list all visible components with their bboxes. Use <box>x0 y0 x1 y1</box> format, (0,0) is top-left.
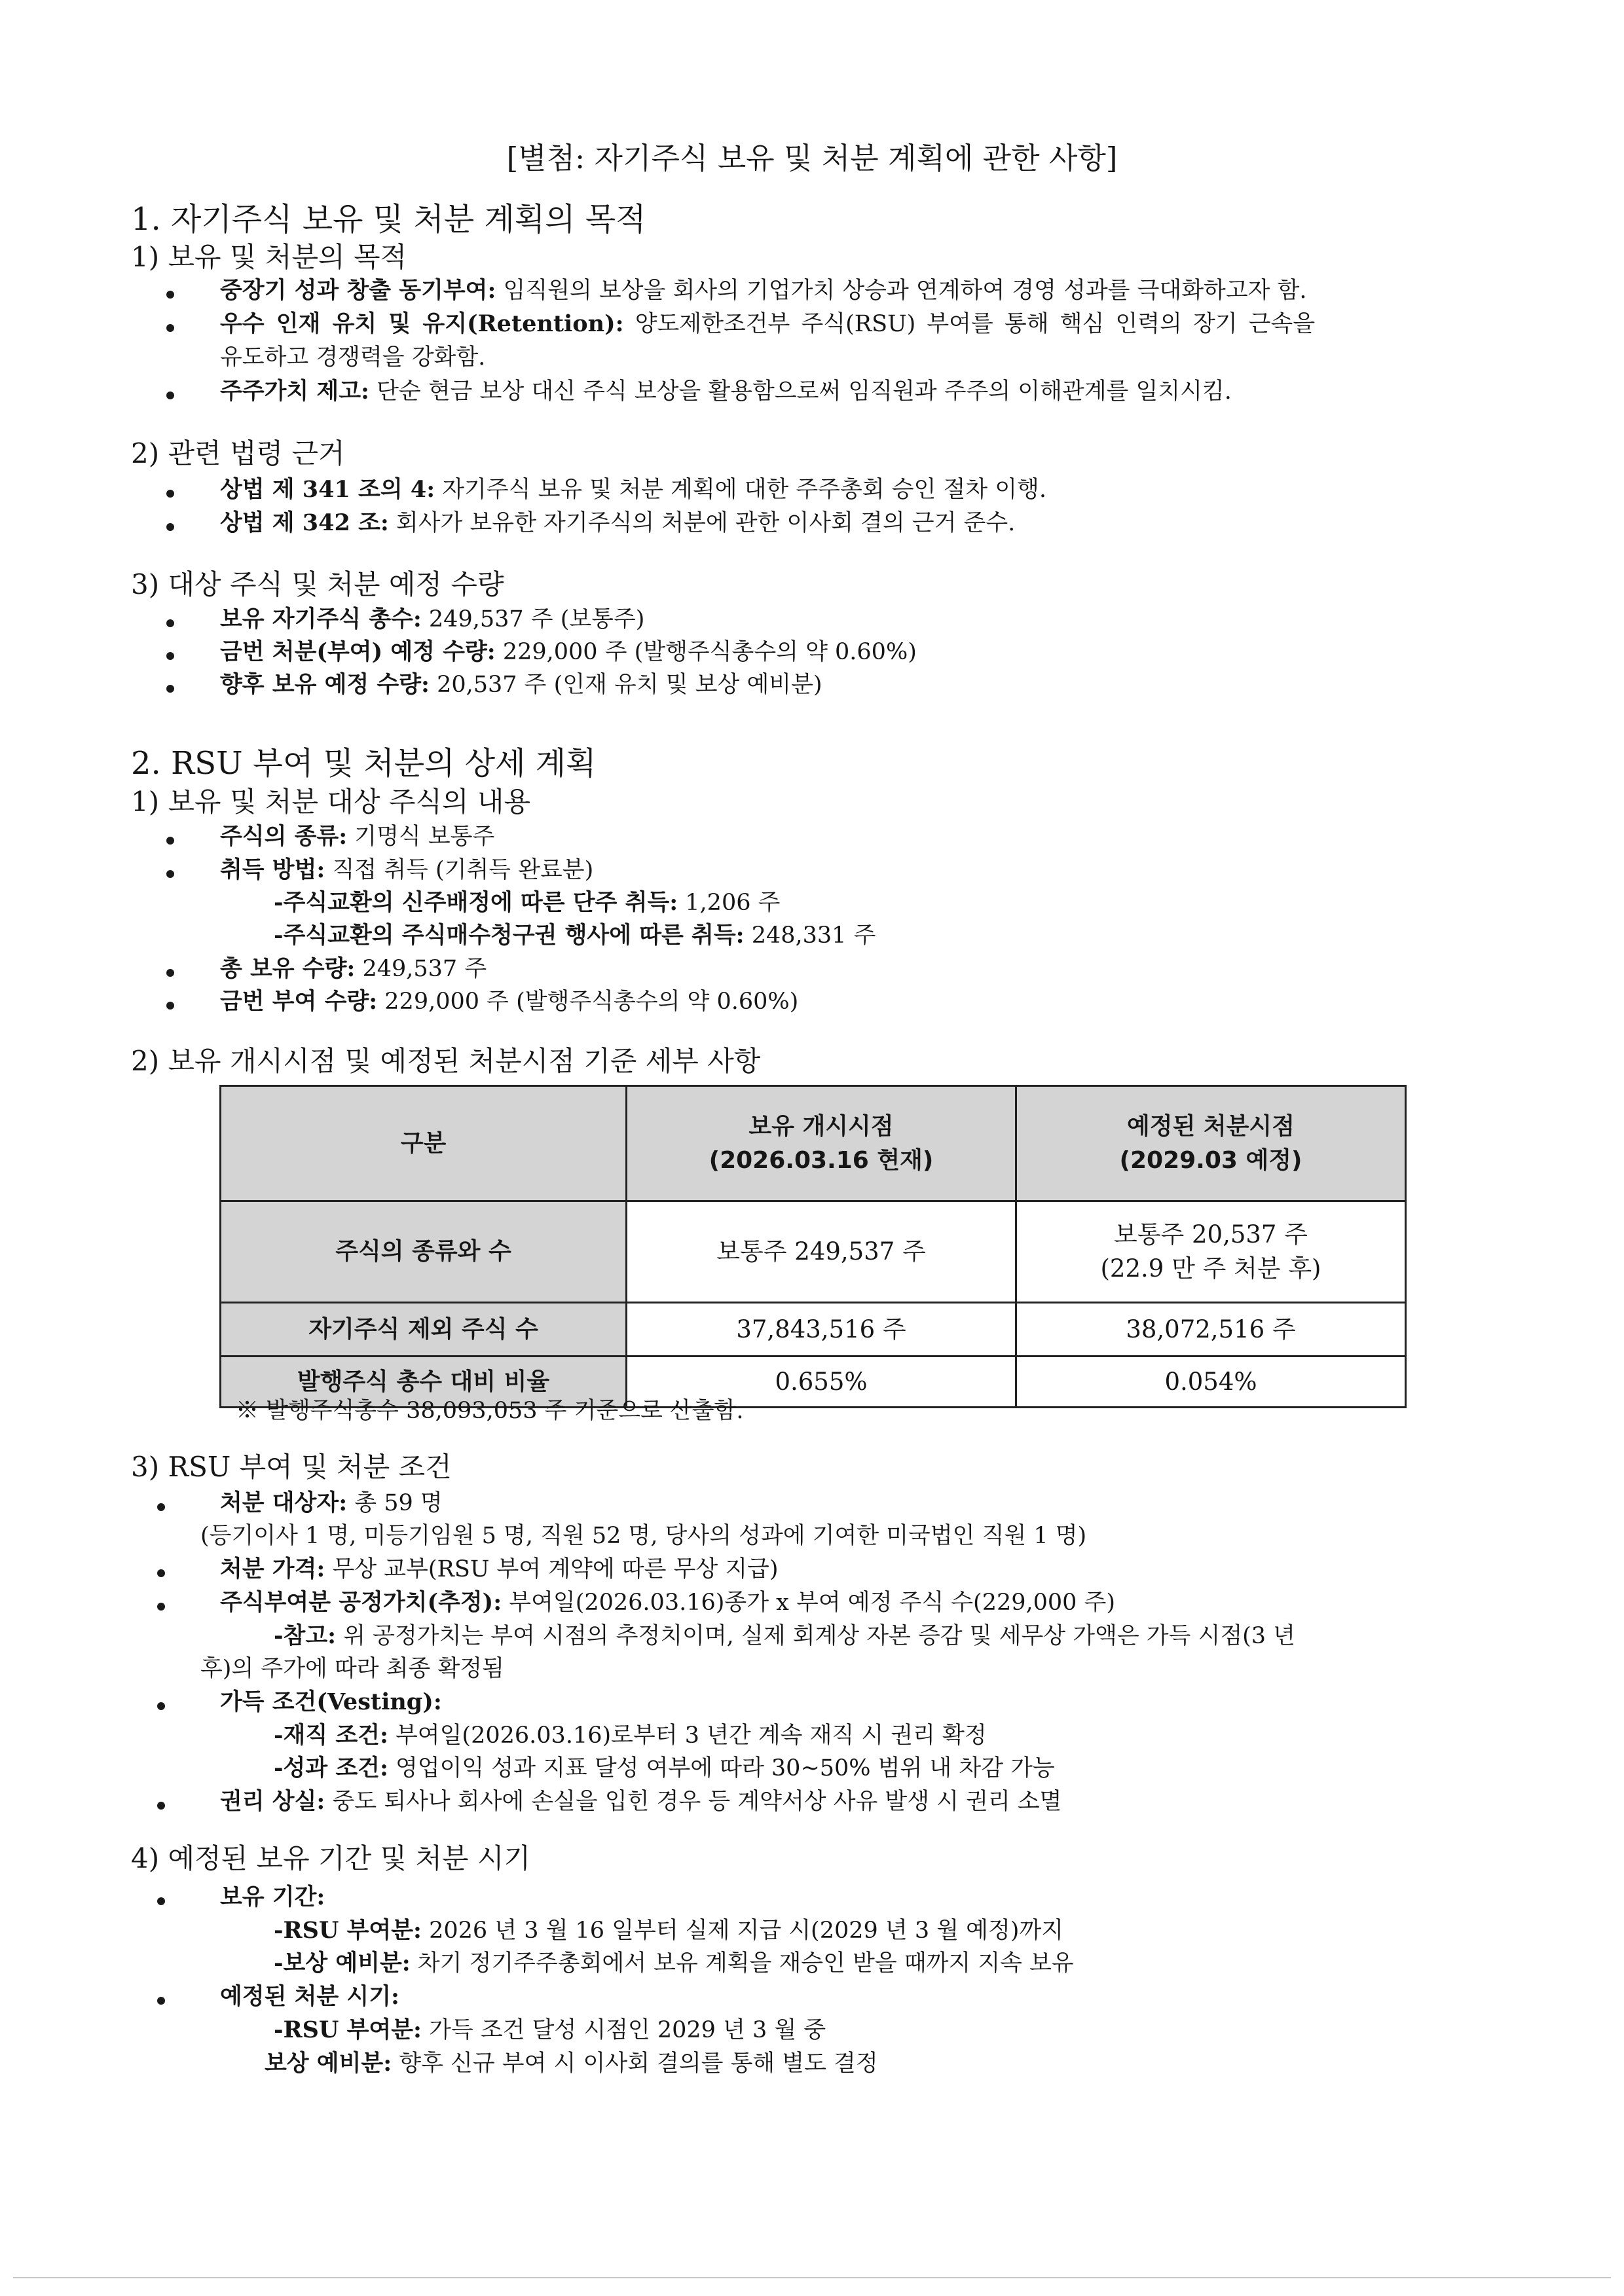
bullet-item: 처분 대상자: 총 59 명 <box>220 1489 443 1516</box>
table-header-cell: 예정된 처분시점 (2029.03 예정) <box>1016 1086 1406 1201</box>
bullet-dot <box>157 1503 165 1511</box>
section-2-3-heading: 3) RSU 부여 및 처분 조건 <box>131 1451 452 1483</box>
bullet-item: 금번 처분(부여) 예정 수량: 229,000 주 (발행주식총수의 약 0.60%) <box>220 638 917 665</box>
table-row-label: 자기주식 제외 주식 수 <box>221 1303 627 1357</box>
table-row <box>221 1201 1406 1303</box>
bullet-dot <box>157 1997 165 2005</box>
sub-item: -성과 조건: 영업이익 성과 지표 달성 여부에 따라 30~50% 범위 내 차감 가능 <box>274 1755 1055 1781</box>
document-title: [별첨: 자기주식 보유 및 처분 계획에 관한 사항] <box>506 141 1118 175</box>
bullet-dot <box>157 1802 165 1810</box>
bullet-item: 처분 가격: 무상 교부(RSU 부여 계약에 따른 무상 지급) <box>220 1556 779 1582</box>
sub-item: 보상 예비분: 향후 신규 부여 시 이사회 결의를 통해 별도 결정 <box>265 2050 878 2077</box>
sub-item: -RSU 부여분: 가득 조건 달성 시점인 2029 년 3 월 중 <box>274 2016 826 2043</box>
sub-item-continuation: 후)의 주가에 따라 최종 확정됨 <box>200 1656 504 1682</box>
bullet-dot <box>166 837 174 845</box>
bullet-dot <box>157 1569 165 1577</box>
bullet-item-continuation: 유도하고 경쟁력을 강화함. <box>220 344 486 371</box>
bullet-item: 상법 제 342 조: 회사가 보유한 자기주식의 처분에 관한 이사회 결의 근거 준수. <box>220 509 1016 536</box>
bullet-item: 예정된 처분 시기: <box>220 1983 399 2010</box>
section-2-4-heading: 4) 예정된 보유 기간 및 처분 시기 <box>131 1842 531 1874</box>
bullet-item: 가득 조건(Vesting): <box>220 1688 442 1715</box>
bullet-dot <box>166 1002 174 1010</box>
section-2-2-heading: 2) 보유 개시시점 및 예정된 처분시점 기준 세부 사항 <box>131 1045 761 1077</box>
bullet-dot <box>166 490 174 498</box>
bullet-item: 취득 방법: 직접 취득 (기취득 완료분) <box>220 856 594 883</box>
bullet-dot <box>166 392 174 399</box>
table-row-label: 주식의 종류와 수 <box>221 1201 627 1303</box>
table-header-cell: 보유 개시시점 (2026.03.16 현재) <box>627 1086 1016 1201</box>
bullet-item: 주식의 종류: 기명식 보통주 <box>220 823 495 850</box>
bullet-item: 주주가치 제고: 단순 현금 보상 대신 주식 보상을 활용함으로써 임직원과 주주의 이해관계를 일치시킴. <box>220 378 1232 405</box>
table-header-cell: 구분 <box>221 1086 627 1201</box>
table-cell: 38,072,516 주 <box>1016 1303 1406 1357</box>
bullet-item: 향후 보유 예정 수량: 20,537 주 (인재 유치 및 보상 예비분) <box>220 671 822 698</box>
bullet-dot <box>157 1603 165 1611</box>
sub-item: -재직 조건: 부여일(2026.03.16)로부터 3 년간 계속 재직 시 권리 확정 <box>274 1722 987 1749</box>
section-2-1-heading: 1) 보유 및 처분 대상 주식의 내용 <box>131 786 531 818</box>
bullet-item: 총 보유 수량: 249,537 주 <box>220 955 487 982</box>
sub-item: -보상 예비분: 차기 정기주주총회에서 보유 계획을 재승인 받을 때까지 지속 보유 <box>274 1950 1074 1977</box>
bullet-dot <box>166 619 174 627</box>
bullet-dot <box>166 291 174 299</box>
scan-edge-line <box>13 2277 1611 2278</box>
section-1-2-heading: 2) 관련 법령 근거 <box>131 437 345 469</box>
bullet-item: 보유 자기주식 총수: 249,537 주 (보통주) <box>220 606 645 632</box>
table-header-row <box>221 1086 1406 1201</box>
section-1-heading: 1. 자기주식 보유 및 처분 계획의 목적 <box>131 201 646 238</box>
sub-item: -주식교환의 신주배정에 따른 단주 취득: 1,206 주 <box>274 889 781 916</box>
sub-item: -RSU 부여분: 2026 년 3 월 16 일부터 실제 지급 시(2029 년 3 월 예정)까지 <box>274 1917 1064 1944</box>
table-row <box>221 1303 1406 1357</box>
table-cell: 0.655% <box>627 1357 1016 1408</box>
table-cell: 0.054% <box>1016 1357 1406 1408</box>
bullet-item: 우수 인재 유치 및 유지(Retention): 양도제한조건부 주식(RSU) 부여를 통해 핵심 인력의 장기 근속을 <box>220 310 1316 337</box>
sub-item: -주식교환의 주식매수청구권 행사에 따른 취득: 248,331 주 <box>274 922 876 949</box>
bullet-item: 금번 부여 수량: 229,000 주 (발행주식총수의 약 0.60%) <box>220 988 799 1015</box>
bullet-item: 보유 기간: <box>220 1884 325 1910</box>
table-cell: 37,843,516 주 <box>627 1303 1016 1357</box>
bullet-item: 권리 상실: 중도 퇴사나 회사에 손실을 입힌 경우 등 계약서상 사유 발생 시 권리 소멸 <box>220 1788 1062 1815</box>
share-holding-table <box>219 1085 1407 1408</box>
section-1-3-heading: 3) 대상 주식 및 처분 예정 수량 <box>131 568 504 600</box>
bullet-dot <box>157 1702 165 1710</box>
bullet-dot <box>166 969 174 977</box>
sub-item: -참고: 위 공정가치는 부여 시점의 추정치이며, 실제 회계상 자본 증감 및 세무상 가액은 가득 시점(3 년 <box>274 1622 1295 1649</box>
table-footnote: ※ 발행주식총수 38,093,053 주 기준으로 산출함. <box>236 1398 744 1424</box>
bullet-dot <box>166 523 174 531</box>
section-1-1-heading: 1) 보유 및 처분의 목적 <box>131 241 407 273</box>
bullet-dot <box>166 870 174 878</box>
bullet-item-detail: (등기이사 1 명, 미등기임원 5 명, 직원 52 명, 당사의 성과에 기여한 미국법인 직원 1 명) <box>200 1523 1087 1549</box>
bullet-dot <box>166 652 174 660</box>
bullet-dot <box>166 685 174 693</box>
table-row-label: 발행주식 총수 대비 비율 <box>221 1357 627 1408</box>
bullet-item: 중장기 성과 창출 동기부여: 임직원의 보상을 회사의 기업가치 상승과 연계하여 경영 성과를 극대화하고자 함. <box>220 277 1307 304</box>
bullet-item: 주식부여분 공정가치(추정): 부여일(2026.03.16)종가 x 부여 예정 주식 수(229,000 주) <box>220 1589 1116 1616</box>
table-cell: 보통주 20,537 주 (22.9 만 주 처분 후) <box>1016 1201 1406 1303</box>
bullet-item: 상법 제 341 조의 4: 자기주식 보유 및 처분 계획에 대한 주주총회 승인 절차 이행. <box>220 476 1046 503</box>
table-cell: 보통주 249,537 주 <box>627 1201 1016 1303</box>
section-2-heading: 2. RSU 부여 및 처분의 상세 계획 <box>131 745 597 782</box>
bullet-dot <box>166 324 174 332</box>
bullet-dot <box>157 1897 165 1905</box>
